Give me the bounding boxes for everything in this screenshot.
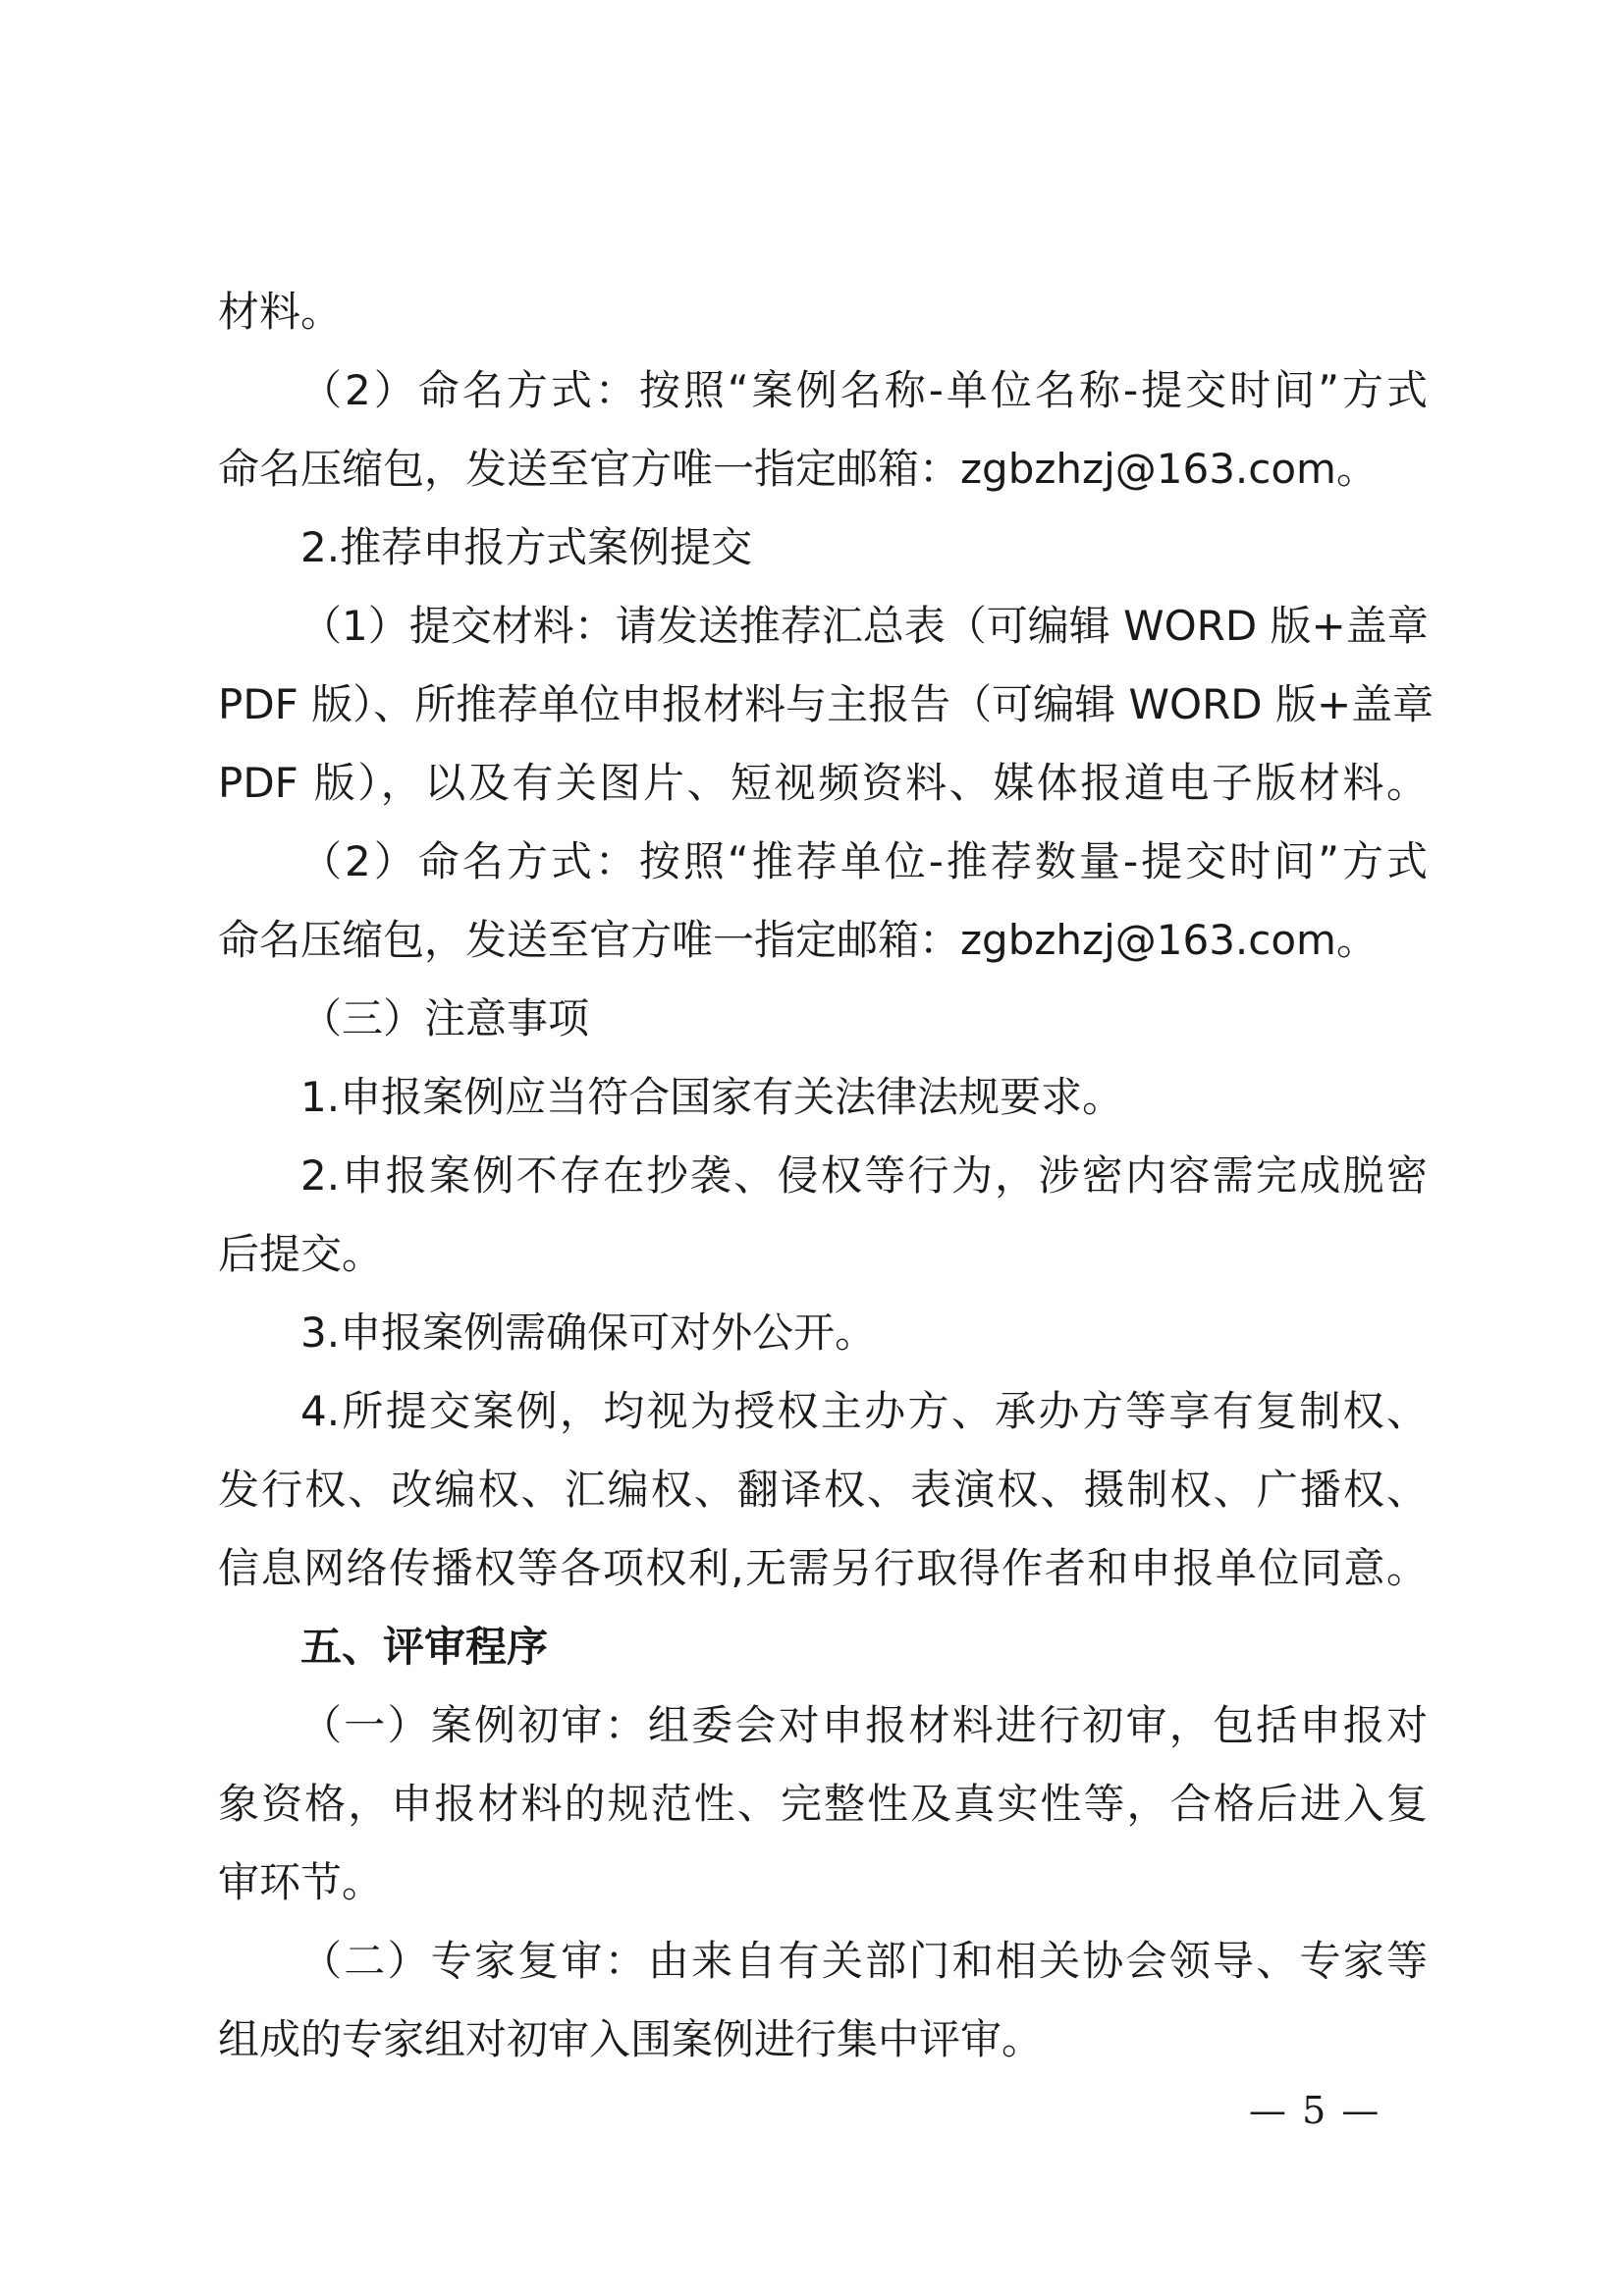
page-number: — 5 —	[1249, 2089, 1381, 2132]
body-text	[218, 273, 1435, 2079]
text-line-note-4-cont: 发行权、改编权、汇编权、翻译权、表演权、摄制权、广播权、	[218, 1466, 1428, 1514]
text-line-note-4: 4.所提交案例，均视为授权主办方、承办方等享有复制权、	[300, 1387, 1428, 1435]
text-line-initial-review-end: 审环节。	[218, 1858, 384, 1906]
text-line-email: 命名压缩包，发送至官方唯一指定邮箱：zgbzhzj@163.com。	[218, 445, 1378, 493]
text-line-initial-review: （一）案例初审：组委会对申报材料进行初审，包括申报对	[300, 1701, 1428, 1749]
text-line-initial-review-cont: 象资格，申报材料的规范性、完整性及真实性等，合格后进入复	[218, 1780, 1428, 1828]
text-line-submit-materials-cont: PDF 版）、所推荐单位申报材料与主报告（可编辑 WORD 版+盖章	[218, 680, 1435, 728]
text-line-continuation: 材料。	[218, 288, 343, 336]
text-line-note-4-end: 信息网络传播权等各项权利,无需另行取得作者和申报单位同意。	[218, 1544, 1428, 1592]
text-line-submit-materials: （1）提交材料：请发送推荐汇总表（可编辑 WORD 版+盖章	[300, 602, 1429, 650]
text-line-expert-review: （二）专家复审：由来自有关部门和相关协会领导、专家等	[300, 1937, 1428, 1985]
text-line-note-2-cont: 后提交。	[218, 1230, 384, 1278]
subheading-recommended-submission: 2.推荐申报方式案例提交	[300, 523, 753, 571]
text-line-note-2: 2.申报案例不存在抄袭、侵权等行为，涉密内容需完成脱密	[300, 1151, 1428, 1200]
section-heading-review-procedure: 五、评审程序	[300, 1623, 549, 1671]
text-line-submit-materials-end: PDF 版），以及有关图片、短视频资料、媒体报道电子版材料。	[218, 759, 1428, 807]
subheading-notes: （三）注意事项	[300, 994, 590, 1042]
text-line-naming-method-2: （2）命名方式：按照“推荐单位-推荐数量-提交时间”方式	[300, 837, 1428, 885]
text-line-expert-review-cont: 组成的专家组对初审入围案例进行集中评审。	[218, 2015, 1044, 2063]
text-line-email-2: 命名压缩包，发送至官方唯一指定邮箱：zgbzhzj@163.com。	[218, 916, 1378, 964]
text-line-note-3: 3.申报案例需确保可对外公开。	[300, 1308, 877, 1357]
text-line-note-1: 1.申报案例应当符合国家有关法律法规要求。	[300, 1073, 1124, 1121]
text-line-naming-method: （2）命名方式：按照“案例名称-单位名称-提交时间”方式	[300, 366, 1428, 414]
